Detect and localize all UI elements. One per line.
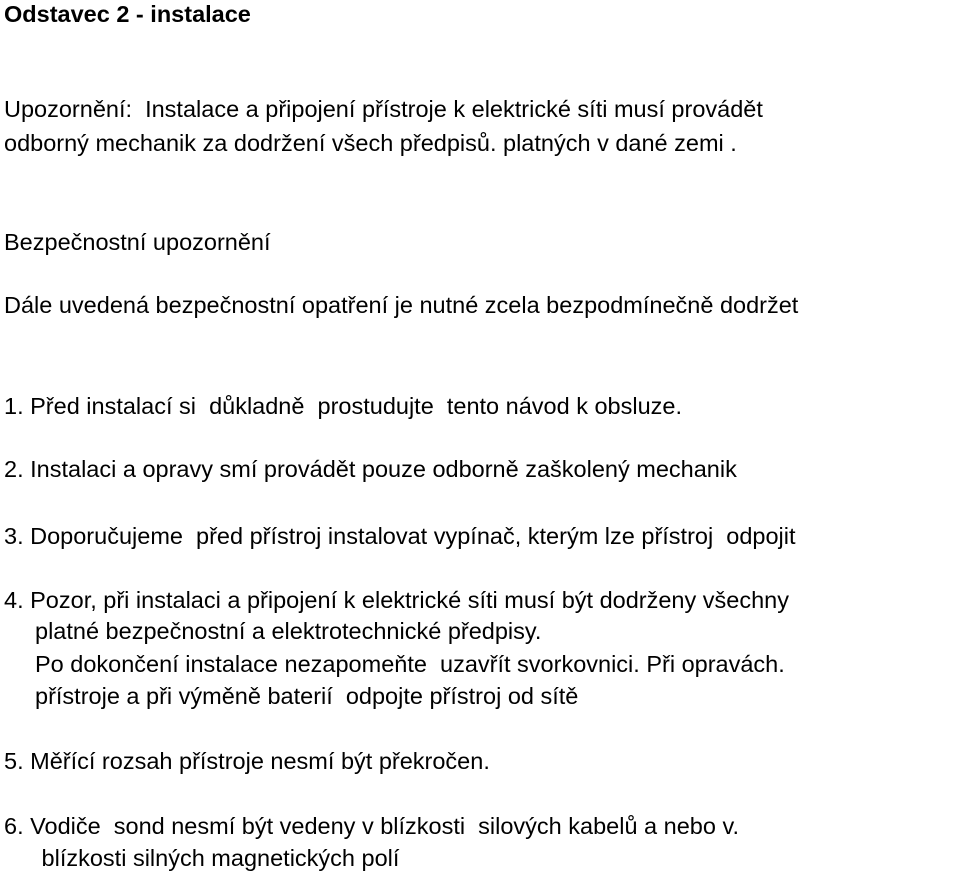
- list-item-line: 1. Před instalací si důkladně prostudujte tento návod k obsluze.: [4, 393, 683, 419]
- list-item-line: přístroje a při výměně baterií odpojte přístroj od sítě: [35, 683, 579, 709]
- page-title: Odstavec 2 - instalace: [4, 1, 251, 27]
- list-item-line: 4. Pozor, při instalaci a připojení k elektrické síti musí být dodrženy všechny: [4, 587, 789, 613]
- list-item-line: Po dokončení instalace nezapomeňte uzavřít svorkovnici. Při opravách.: [35, 651, 785, 677]
- section-heading: Bezpečnostní upozornění: [4, 229, 271, 255]
- list-item-line: 2. Instalaci a opravy smí provádět pouze odborně zaškolený mechanik: [4, 456, 737, 482]
- list-item-line: blízkosti silných magnetických polí: [35, 845, 400, 871]
- warning-line: Upozornění: Instalace a připojení přístroje k elektrické síti musí provádět: [4, 96, 763, 122]
- list-item-line: platné bezpečnostní a elektrotechnické předpisy.: [35, 618, 542, 644]
- warning-line: odborný mechanik za dodržení všech předpisů. platných v dané zemi .: [4, 130, 737, 156]
- list-item-line: 6. Vodiče sond nesmí být vedeny v blízkosti silových kabelů a nebo v.: [4, 813, 739, 839]
- section-intro: Dále uvedená bezpečnostní opatření je nutné zcela bezpodmínečně dodržet: [4, 292, 799, 318]
- list-item-line: 5. Měřící rozsah přístroje nesmí být překročen.: [4, 748, 490, 774]
- list-item-line: 3. Doporučujeme před přístroj instalovat vypínač, kterým lze přístroj odpojit: [4, 523, 796, 549]
